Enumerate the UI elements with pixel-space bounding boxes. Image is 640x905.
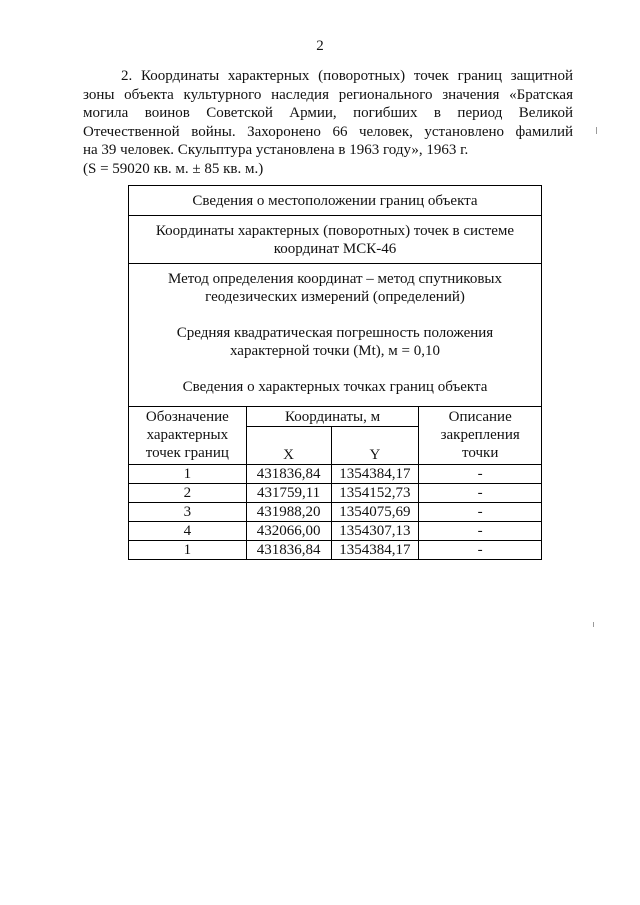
paragraph-line: могила воинов Советской Армии, погибших в период Великой xyxy=(83,105,573,122)
method-line: Метод определения координат – метод спутниковых xyxy=(167,271,502,287)
table-row xyxy=(129,465,542,484)
scan-mark xyxy=(596,127,597,134)
error-line: Средняя квадратическая погрешность положения xyxy=(176,325,494,341)
table-row xyxy=(129,484,542,503)
y-value: 1354307,13 xyxy=(331,522,419,541)
error-line: характерной точки (Mt), м = 0,10 xyxy=(230,343,440,359)
paragraph-line: 2. Координаты характерных (поворотных) точек границ защитной xyxy=(121,68,573,84)
table-title: Сведения о местоположении границ объекта xyxy=(129,186,542,216)
description-value: - xyxy=(419,484,542,503)
description-header: Описание закрепления точки xyxy=(419,407,542,465)
x-value: 431759,11 xyxy=(246,484,331,503)
description-value: - xyxy=(419,541,542,560)
page-number: 2 xyxy=(316,38,324,54)
system-line: Координаты характерных (поворотных) точек в системе xyxy=(155,223,515,239)
point-id: 3 xyxy=(129,503,247,522)
area-line: (S = 59020 кв. м. ± 85 кв. м.) xyxy=(83,160,264,177)
point-id: 4 xyxy=(129,522,247,541)
x-value: 432066,00 xyxy=(246,522,331,541)
table-row xyxy=(129,522,542,541)
table-row xyxy=(129,503,542,522)
y-value: 1354152,73 xyxy=(331,484,419,503)
description-value: - xyxy=(419,465,542,484)
coordinate-system-cell xyxy=(129,216,542,264)
table-row xyxy=(129,541,542,560)
y-value: 1354075,69 xyxy=(331,503,419,522)
description-value: - xyxy=(419,522,542,541)
description-value: - xyxy=(419,503,542,522)
method-line: геодезических измерений (определений) xyxy=(205,289,465,305)
x-value: 431988,20 xyxy=(246,503,331,522)
point-id: 1 xyxy=(129,541,247,560)
y-value: 1354384,17 xyxy=(331,541,419,560)
points-heading: Сведения о характерных точках границ объекта xyxy=(182,379,488,395)
paragraph-line: Отечественной войны. Захоронено 66 человек, установлено фамилий xyxy=(83,123,573,140)
paragraph-line: на 39 человек. Скульптура установлена в 1963 году», 1963 г. xyxy=(83,142,469,159)
designation-header: Обозначение характерных точек границ xyxy=(129,407,247,465)
scan-mark xyxy=(593,622,594,627)
coordinates-paragraph xyxy=(83,67,573,179)
x-value: 431836,84 xyxy=(246,465,331,484)
system-line: координат МСК-46 xyxy=(273,241,397,257)
paragraph-line: зоны объекта культурного наследия регионального значения «Братская xyxy=(83,86,573,103)
coordinates-header: Координаты, м xyxy=(246,407,419,427)
x-value: 431836,84 xyxy=(246,541,331,560)
point-id: 2 xyxy=(129,484,247,503)
method-info-cell xyxy=(129,264,542,407)
point-id: 1 xyxy=(129,465,247,484)
y-value: 1354384,17 xyxy=(331,465,419,484)
boundary-points-table xyxy=(128,185,542,560)
x-header: X xyxy=(246,427,331,465)
y-header: Y xyxy=(331,427,419,465)
